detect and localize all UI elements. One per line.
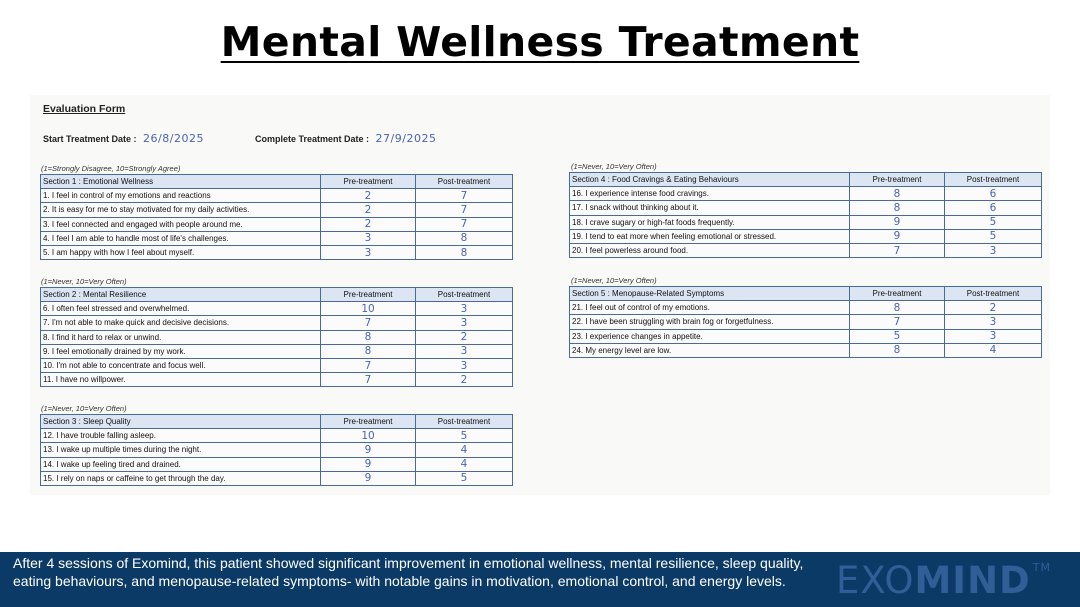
pre-header: Pre-treatment bbox=[321, 415, 416, 429]
summary-text: After 4 sessions of Exomind, this patient showed significant improvement in emotional wellness, mental resilience, sleep quality, eating behaviours, and menopause-related symptoms- with notable gains in motivation, emotional control, and energy levels. bbox=[13, 555, 804, 589]
pre-score: 10 bbox=[321, 429, 416, 443]
table-header-row bbox=[570, 173, 1042, 187]
question: 23. I experience changes in appetite. bbox=[570, 329, 850, 343]
table-row bbox=[41, 203, 513, 217]
pre-score: 9 bbox=[321, 471, 416, 485]
logo-exo: EXO bbox=[836, 559, 915, 602]
table-row bbox=[41, 302, 513, 316]
scale-note: (1=Never, 10=Very Often) bbox=[41, 277, 127, 286]
pre-score: 3 bbox=[321, 245, 416, 259]
post-score: 3 bbox=[416, 358, 513, 372]
question: 18. I crave sugary or high-fat foods frequently. bbox=[570, 215, 850, 229]
pre-score: 2 bbox=[321, 203, 416, 217]
table-header-row bbox=[41, 288, 513, 302]
table-row bbox=[570, 315, 1042, 329]
pre-score: 2 bbox=[321, 217, 416, 231]
post-score: 5 bbox=[416, 471, 513, 485]
table-row bbox=[570, 229, 1042, 243]
post-score: 5 bbox=[945, 229, 1042, 243]
post-score: 3 bbox=[416, 344, 513, 358]
section-table-sleep-quality bbox=[40, 414, 513, 486]
table-header-row bbox=[570, 287, 1042, 301]
post-score: 4 bbox=[416, 457, 513, 471]
question: 13. I wake up multiple times during the night. bbox=[41, 443, 321, 457]
post-score: 7 bbox=[416, 203, 513, 217]
question: 24. My energy level are low. bbox=[570, 343, 850, 357]
post-score: 3 bbox=[416, 316, 513, 330]
table-row bbox=[41, 471, 513, 485]
scale-note: (1=Never, 10=Very Often) bbox=[571, 276, 657, 285]
post-score: 2 bbox=[416, 373, 513, 387]
section-title: Section 3 : Sleep Quality bbox=[41, 415, 321, 429]
post-header: Post-treatment bbox=[416, 288, 513, 302]
table-row bbox=[41, 231, 513, 245]
exomind-logo bbox=[836, 559, 1051, 602]
pre-score: 7 bbox=[321, 358, 416, 372]
post-score: 2 bbox=[945, 301, 1042, 315]
question: 19. I tend to eat more when feeling emotional or stressed. bbox=[570, 229, 850, 243]
question: 20. I feel powerless around food. bbox=[570, 243, 850, 257]
question: 14. I wake up feeling tired and drained. bbox=[41, 457, 321, 471]
table-row bbox=[570, 329, 1042, 343]
start-date bbox=[43, 132, 204, 145]
pre-header: Pre-treatment bbox=[850, 173, 945, 187]
logo-mind: MIND bbox=[914, 559, 1031, 602]
question: 6. I often feel stressed and overwhelmed. bbox=[41, 302, 321, 316]
section-title: Section 1 : Emotional Wellness bbox=[41, 175, 321, 189]
pre-score: 9 bbox=[850, 215, 945, 229]
start-date-label: Start Treatment Date : bbox=[43, 134, 137, 144]
pre-header: Pre-treatment bbox=[321, 175, 416, 189]
complete-date-label: Complete Treatment Date : bbox=[255, 134, 370, 144]
pre-score: 5 bbox=[850, 329, 945, 343]
question: 9. I feel emotionally drained by my work. bbox=[41, 344, 321, 358]
pre-score: 3 bbox=[321, 231, 416, 245]
scale-note: (1=Strongly Disagree, 10=Strongly Agree) bbox=[41, 164, 181, 173]
scale-note: (1=Never, 10=Very Often) bbox=[571, 162, 657, 171]
pre-score: 2 bbox=[321, 189, 416, 203]
section-table-mental-resilience bbox=[40, 287, 513, 387]
section-table-emotional-wellness bbox=[40, 174, 513, 260]
question: 8. I find it hard to relax or unwind. bbox=[41, 330, 321, 344]
table-row bbox=[41, 189, 513, 203]
pre-score: 8 bbox=[850, 343, 945, 357]
table-row bbox=[570, 201, 1042, 215]
question: 21. I feel out of control of my emotions. bbox=[570, 301, 850, 315]
pre-score: 7 bbox=[321, 373, 416, 387]
table-row bbox=[41, 457, 513, 471]
pre-score: 7 bbox=[850, 315, 945, 329]
table-header-row bbox=[41, 415, 513, 429]
post-header: Post-treatment bbox=[416, 175, 513, 189]
table-row bbox=[41, 245, 513, 259]
section-table-menopause-symptoms bbox=[569, 286, 1042, 358]
pre-score: 10 bbox=[321, 302, 416, 316]
post-header: Post-treatment bbox=[416, 415, 513, 429]
logo-tm: TM bbox=[1032, 561, 1051, 574]
question: 16. I experience intense food cravings. bbox=[570, 187, 850, 201]
pre-header: Pre-treatment bbox=[321, 288, 416, 302]
question: 11. I have no willpower. bbox=[41, 373, 321, 387]
table-row bbox=[570, 243, 1042, 257]
question: 5. I am happy with how I feel about myself. bbox=[41, 245, 321, 259]
table-row bbox=[570, 187, 1042, 201]
table-row bbox=[41, 217, 513, 231]
complete-date bbox=[255, 132, 436, 145]
table-row bbox=[570, 301, 1042, 315]
question: 7. I'm not able to make quick and decisive decisions. bbox=[41, 316, 321, 330]
post-score: 4 bbox=[945, 343, 1042, 357]
section-title: Section 5 : Menopause-Related Symptoms bbox=[570, 287, 850, 301]
post-score: 7 bbox=[416, 217, 513, 231]
post-score: 8 bbox=[416, 245, 513, 259]
table-row bbox=[570, 343, 1042, 357]
question: 3. I feel connected and engaged with people around me. bbox=[41, 217, 321, 231]
question: 1. I feel in control of my emotions and reactions bbox=[41, 189, 321, 203]
post-score: 3 bbox=[945, 243, 1042, 257]
question: 15. I rely on naps or caffeine to get through the day. bbox=[41, 471, 321, 485]
post-score: 6 bbox=[945, 187, 1042, 201]
question: 22. I have been struggling with brain fog or forgetfulness. bbox=[570, 315, 850, 329]
pre-score: 8 bbox=[850, 301, 945, 315]
post-score: 4 bbox=[416, 443, 513, 457]
post-score: 3 bbox=[945, 315, 1042, 329]
pre-score: 9 bbox=[321, 443, 416, 457]
pre-score: 8 bbox=[850, 187, 945, 201]
table-row bbox=[41, 316, 513, 330]
table-row bbox=[41, 358, 513, 372]
post-score: 5 bbox=[416, 429, 513, 443]
table-row bbox=[41, 373, 513, 387]
pre-score: 7 bbox=[850, 243, 945, 257]
pre-score: 7 bbox=[321, 316, 416, 330]
section-title: Section 4 : Food Cravings & Eating Behaviours bbox=[570, 173, 850, 187]
pre-score: 8 bbox=[321, 344, 416, 358]
post-header: Post-treatment bbox=[945, 173, 1042, 187]
table-header-row bbox=[41, 175, 513, 189]
footer-banner bbox=[0, 552, 1080, 607]
page-title: Mental Wellness Treatment bbox=[220, 18, 860, 66]
post-score: 6 bbox=[945, 201, 1042, 215]
question: 10. I'm not able to concentrate and focus well. bbox=[41, 358, 321, 372]
post-score: 7 bbox=[416, 189, 513, 203]
start-date-value: 26/8/2025 bbox=[143, 132, 204, 145]
pre-header: Pre-treatment bbox=[850, 287, 945, 301]
post-score: 3 bbox=[416, 302, 513, 316]
pre-score: 8 bbox=[321, 330, 416, 344]
table-row bbox=[570, 215, 1042, 229]
pre-score: 9 bbox=[850, 229, 945, 243]
table-row bbox=[41, 330, 513, 344]
table-row bbox=[41, 344, 513, 358]
section-title: Section 2 : Mental Resilience bbox=[41, 288, 321, 302]
question: 4. I feel I am able to handle most of life's challenges. bbox=[41, 231, 321, 245]
scale-note: (1=Never, 10=Very Often) bbox=[41, 404, 127, 413]
post-score: 5 bbox=[945, 215, 1042, 229]
form-heading: Evaluation Form bbox=[43, 103, 126, 115]
section-table-food-cravings bbox=[569, 172, 1042, 258]
complete-date-value: 27/9/2025 bbox=[375, 132, 437, 145]
question: 12. I have trouble falling asleep. bbox=[41, 429, 321, 443]
table-row bbox=[41, 443, 513, 457]
pre-score: 9 bbox=[321, 457, 416, 471]
post-score: 3 bbox=[945, 329, 1042, 343]
table-row bbox=[41, 429, 513, 443]
post-header: Post-treatment bbox=[945, 287, 1042, 301]
question: 2. It is easy for me to stay motivated for my daily activities. bbox=[41, 203, 321, 217]
post-score: 2 bbox=[416, 330, 513, 344]
pre-score: 8 bbox=[850, 201, 945, 215]
question: 17. I snack without thinking about it. bbox=[570, 201, 850, 215]
post-score: 8 bbox=[416, 231, 513, 245]
